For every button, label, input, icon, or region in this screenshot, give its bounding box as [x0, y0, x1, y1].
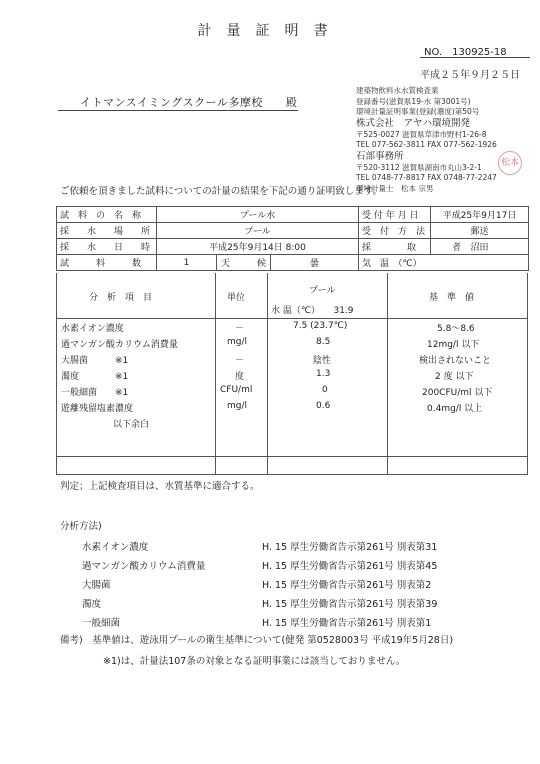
method-reference: H. 15 厚生労働省告示第261号 別表第2 [262, 580, 432, 591]
result-unit: mg/l [227, 401, 248, 411]
result-unit: － [235, 356, 245, 366]
method-name: 一般細菌 [82, 618, 121, 629]
value-cell: 曇 [271, 255, 359, 271]
method-reference: H. 15 厚生労働省告示第261号 別表第45 [262, 561, 438, 572]
results-table [56, 273, 528, 475]
label-cell: 受 付 年 月 日 [359, 207, 431, 223]
result-standard: 12mg/l 以下 [427, 340, 480, 350]
issuer-office: 石部事務所 [356, 150, 404, 162]
value-cell: 郵送 [431, 223, 529, 239]
seal-stamp: 松本 [498, 151, 522, 175]
result-unit: mg/l [227, 337, 248, 347]
blank-note: 以下余白 [113, 420, 150, 430]
issue-date: 平成２５年９月２５日 [420, 70, 520, 81]
result-unit: － [235, 324, 245, 334]
method-reference: H. 15 厚生労働省告示第261号 別表第31 [262, 542, 438, 553]
result-standard: 0.4mg/l 以上 [427, 404, 483, 414]
label-cell: 試 料 数 [57, 255, 157, 271]
result-item: 水素イオン濃度 [61, 324, 124, 334]
method-reference: H. 15 厚生労働省告示第261号 別表第39 [262, 599, 438, 610]
column-header-sample: プール [309, 286, 336, 296]
result-standard: 2 度 以下 [435, 372, 474, 382]
label-cell: 採 取 者 [359, 239, 431, 255]
result-item: 過マンガン酸カリウム消費量 [61, 340, 178, 350]
result-value: 陰性 [313, 356, 332, 366]
result-unit: CFU/ml [220, 385, 253, 395]
issuer-measurer: 環境計量士 松本 宗男 [356, 183, 434, 193]
result-value: 7.5 (23.7℃) [293, 321, 348, 331]
intro-text: ご依頼を頂きました試料についての計量の結果を下記の通り証明致します。 [60, 186, 383, 197]
label-cell: 採 水 場 所 [57, 223, 157, 239]
issuer-company-name: 株式会社 アヤハ環境開発 [356, 117, 471, 129]
value-cell: プール [157, 223, 359, 239]
label-cell: 採 水 日 時 [57, 239, 157, 255]
divider [58, 110, 298, 111]
document-number: NO. 130925-18 [424, 47, 507, 58]
column-header-standard: 基 準 値 [429, 293, 475, 303]
result-item: 濁度 ※1 [61, 372, 129, 382]
remarks-line: 備考) 基準値は、遊泳用プールの衛生基準について(健発 第0528003号 平成19年5月28日) [60, 635, 454, 646]
issuer-line: 環境計量証明事業(登録(濃度)第50号 [356, 107, 480, 116]
issuer-address: 〒525-0027 滋賀県草津市野村1-26-8 [356, 129, 487, 139]
document-title: 計量証明書 [197, 23, 343, 39]
method-reference: H. 15 厚生労働省告示第261号 別表第1 [262, 618, 432, 629]
table-row [57, 207, 529, 223]
method-name: 水素イオン濃度 [82, 542, 149, 553]
label-cell: 受 付 方 法 [359, 223, 431, 239]
divider [387, 273, 388, 474]
label-cell: 気 温 （℃） [359, 255, 529, 271]
result-standard: 200CFU/ml 以下 [422, 388, 493, 398]
remarks-line: ※1)は、計量法107条の対象となる証明事業には該当しておりません。 [103, 656, 406, 667]
result-item: 一般細菌 ※1 [61, 388, 129, 398]
method-name: 過マンガン酸カリウム消費量 [82, 561, 206, 572]
label-cell: 天 候 [217, 255, 271, 271]
result-value: 0 [322, 385, 328, 395]
result-unit: 度 [235, 372, 245, 382]
judgement-text: 判定；上記検査項目は、水質基準に適合する。 [60, 481, 260, 492]
divider [267, 273, 268, 474]
recipient-name: イトマンスイミングスクール多摩校 殿 [80, 96, 298, 109]
sample-info-table [56, 206, 529, 271]
result-value: 0.6 [316, 401, 331, 411]
divider [215, 273, 216, 474]
column-header-item: 分 析 項 目 [89, 293, 153, 303]
value-cell: 沼田 [431, 239, 529, 255]
issuer-address: 〒520-3112 滋賀県湖南市丸山3-2-1 [356, 162, 482, 172]
value-cell: プール水 [157, 207, 359, 223]
value-cell: 1 [157, 255, 217, 271]
result-value: 8.5 [316, 337, 331, 347]
method-name: 濁度 [82, 599, 102, 610]
issuer-line: 建築物飲料水水質検査業 [356, 86, 439, 95]
column-header-water-temp: 水 温（℃） 31.9 [271, 306, 354, 316]
issuer-phone: TEL 0748-77-8817 FAX 0748-77-2247 [356, 173, 497, 182]
label-cell: 試 料 の 名 称 [57, 207, 157, 223]
column-header-unit: 単位 [227, 293, 246, 303]
result-value: 1.3 [316, 369, 331, 379]
value-cell: 平成25年9月17日 [431, 207, 529, 223]
table-row [57, 255, 529, 271]
result-standard: 検出されないこと [419, 356, 492, 366]
table-row [57, 239, 529, 255]
issuer-phone: TEL 077-562-3811 FAX 077-562-1926 [356, 140, 497, 149]
table-row [57, 223, 529, 239]
divider [420, 57, 530, 58]
result-item: 大腸菌 ※1 [61, 356, 129, 366]
result-standard: 5.8～8.6 [437, 324, 475, 334]
methods-title: 分析方法) [60, 521, 102, 532]
divider [57, 456, 527, 457]
value-cell: 平成25年9月14日 8:00 [157, 239, 359, 255]
divider [57, 318, 527, 319]
result-item: 遊離残留塩素濃度 [61, 404, 134, 414]
issuer-line: 登録番号(滋賀県19-水 第3001号) [356, 96, 471, 106]
method-name: 大腸菌 [82, 580, 111, 591]
issuer-block [356, 86, 497, 194]
